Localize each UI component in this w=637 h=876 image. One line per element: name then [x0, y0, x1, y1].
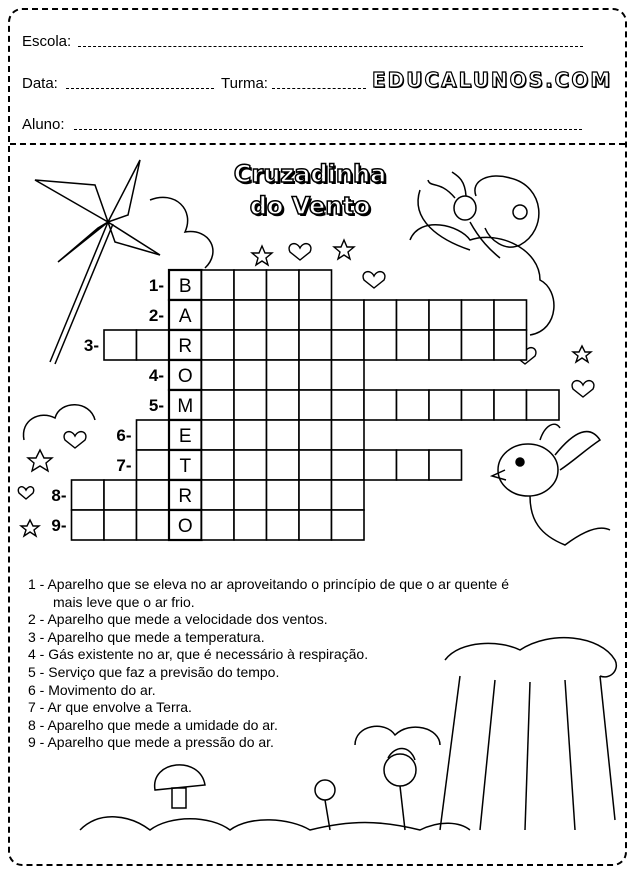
crossword-cell[interactable]: [397, 300, 430, 330]
crossword-cell[interactable]: [299, 390, 332, 420]
crossword-cell[interactable]: [202, 360, 235, 390]
clue-item: [28, 576, 628, 611]
crossword-letter: R: [178, 486, 193, 507]
crossword-cell[interactable]: [202, 450, 235, 480]
crossword-cell[interactable]: [104, 480, 137, 510]
crossword-cell[interactable]: [202, 300, 235, 330]
crossword-row-number: 7-: [116, 456, 132, 475]
crossword-cell[interactable]: [267, 360, 300, 390]
crossword-cell[interactable]: [332, 360, 365, 390]
crossword-cell[interactable]: [267, 480, 300, 510]
crossword-cell[interactable]: [397, 330, 430, 360]
crossword-row-number: 5-: [148, 396, 164, 415]
crossword-cell[interactable]: [462, 300, 495, 330]
crossword-cell[interactable]: [429, 390, 462, 420]
crossword-cell[interactable]: [494, 300, 527, 330]
crossword-cell[interactable]: [332, 510, 365, 540]
crossword-cell[interactable]: [202, 330, 235, 360]
crossword-cell[interactable]: [332, 420, 365, 450]
crossword-cell[interactable]: [494, 330, 527, 360]
crossword-letter: M: [177, 396, 194, 417]
clue-text-continued: mais leve que o ar frio.: [53, 593, 195, 610]
crossword-cell[interactable]: [234, 480, 267, 510]
crossword-row-number: 9-: [51, 516, 67, 535]
crossword-cell[interactable]: [234, 390, 267, 420]
title-line-1: Cruzadinha: [233, 160, 387, 188]
crossword-cell[interactable]: [397, 450, 430, 480]
crossword-cell[interactable]: [299, 300, 332, 330]
crossword-cell[interactable]: [72, 510, 105, 540]
clue-item: 4 - Gás existente no ar, que é necessário à respiração.: [28, 646, 369, 663]
crossword-cell[interactable]: [137, 510, 170, 540]
crossword-cell[interactable]: [137, 420, 170, 450]
clue-item: 2 - Aparelho que mede a velocidade dos ventos.: [28, 611, 328, 628]
clue-item: 7 - Ar que envolve a Terra.: [28, 699, 192, 716]
crossword-cell[interactable]: [137, 330, 170, 360]
student-label: Aluno:: [22, 116, 65, 133]
crossword-cell[interactable]: [364, 300, 397, 330]
crossword-cell[interactable]: [234, 300, 267, 330]
crossword-letter: E: [178, 426, 192, 447]
crossword-cell[interactable]: [332, 450, 365, 480]
crossword-row-number: 3-: [83, 336, 99, 355]
crossword-cell[interactable]: [299, 360, 332, 390]
crossword-cell[interactable]: [234, 510, 267, 540]
crossword-cell[interactable]: [234, 270, 267, 300]
crossword-cell[interactable]: [462, 330, 495, 360]
clue-list: [28, 576, 628, 752]
crossword-row-number: 1-: [148, 276, 164, 295]
class-label: Turma:: [221, 75, 268, 92]
crossword-cell[interactable]: [299, 330, 332, 360]
crossword-cell[interactable]: [429, 450, 462, 480]
crossword-row-number: 6-: [116, 426, 132, 445]
crossword-row-number: 4-: [148, 366, 164, 385]
crossword-cell[interactable]: [104, 330, 137, 360]
crossword-cell[interactable]: [137, 450, 170, 480]
crossword-cell[interactable]: [202, 420, 235, 450]
crossword-cell[interactable]: [332, 300, 365, 330]
crossword-cell[interactable]: [72, 480, 105, 510]
crossword-cell[interactable]: [332, 480, 365, 510]
crossword-cell[interactable]: [364, 450, 397, 480]
crossword-cell[interactable]: [267, 510, 300, 540]
crossword-cell[interactable]: [494, 390, 527, 420]
crossword-cell[interactable]: [397, 390, 430, 420]
crossword-cell[interactable]: [267, 450, 300, 480]
crossword-cell[interactable]: [364, 330, 397, 360]
clue-item: 9 - Aparelho que mede a pressão do ar.: [28, 734, 274, 751]
clue-text: 1 - Aparelho que se eleva no ar aproveitando o princípio de que o ar quente é: [28, 576, 510, 592]
crossword-cell[interactable]: [202, 480, 235, 510]
crossword-cell[interactable]: [299, 270, 332, 300]
crossword-cell[interactable]: [462, 390, 495, 420]
crossword-row-number: 8-: [51, 486, 67, 505]
crossword-cell[interactable]: [429, 330, 462, 360]
crossword-letter: R: [178, 336, 193, 357]
title-line-2: do Vento: [249, 192, 371, 220]
crossword-cell[interactable]: [332, 330, 365, 360]
crossword-cell[interactable]: [527, 390, 560, 420]
crossword-cell[interactable]: [137, 480, 170, 510]
crossword-cell[interactable]: [299, 450, 332, 480]
crossword-cell[interactable]: [267, 420, 300, 450]
school-label: Escola:: [22, 33, 72, 50]
crossword-letter: O: [177, 516, 193, 537]
clue-item: 8 - Aparelho que mede a umidade do ar.: [28, 716, 278, 733]
clue-item: 6 - Movimento do ar.: [28, 681, 156, 698]
crossword-cell[interactable]: [299, 480, 332, 510]
crossword-cell[interactable]: [364, 390, 397, 420]
site-logo: EDUCALUNOS.COM: [372, 68, 613, 92]
crossword-cell[interactable]: [267, 390, 300, 420]
crossword-letter: O: [177, 366, 193, 387]
crossword-letter: T: [179, 456, 192, 477]
crossword-cell[interactable]: [234, 450, 267, 480]
crossword-cell[interactable]: [299, 510, 332, 540]
crossword-cell[interactable]: [299, 420, 332, 450]
crossword-cell[interactable]: [104, 510, 137, 540]
clue-item: 3 - Aparelho que mede a temperatura.: [28, 628, 265, 645]
crossword-cell[interactable]: [234, 360, 267, 390]
crossword-cell[interactable]: [332, 390, 365, 420]
crossword-letter: B: [178, 276, 192, 297]
clue-item: 5 - Serviço que faz a previsão do tempo.: [28, 663, 280, 680]
crossword-cell[interactable]: [202, 390, 235, 420]
crossword-row-number: 2-: [148, 306, 164, 325]
crossword-letter: A: [178, 306, 192, 327]
crossword-cell[interactable]: [234, 420, 267, 450]
crossword-cell[interactable]: [267, 330, 300, 360]
crossword-cell[interactable]: [267, 270, 300, 300]
crossword-cell[interactable]: [267, 300, 300, 330]
crossword-cell[interactable]: [202, 270, 235, 300]
crossword-cell[interactable]: [202, 510, 235, 540]
date-label: Data:: [22, 75, 58, 92]
crossword-cell[interactable]: [234, 330, 267, 360]
crossword-cell[interactable]: [429, 300, 462, 330]
